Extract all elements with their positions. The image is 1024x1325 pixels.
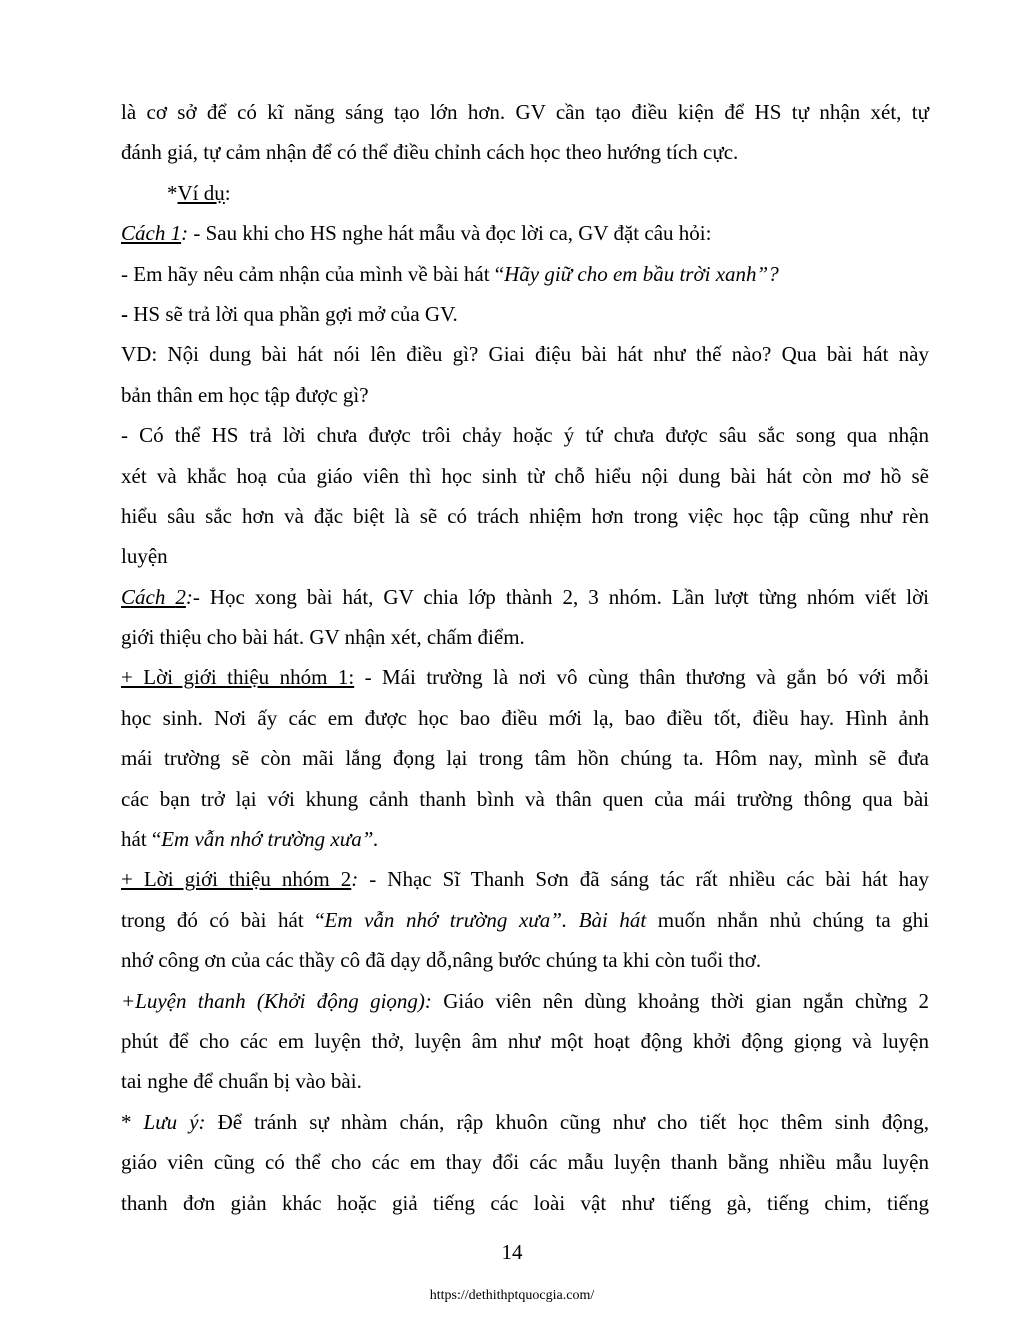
song-title: Em vẫn nhớ trường xưa”. (161, 827, 379, 852)
text-line-25: tai nghe để chuẩn bị vào bài. (121, 1069, 362, 1094)
method-1-label: Cách 1 (121, 221, 182, 246)
answer-line: - HS sẽ trả lời qua phần gợi mở của GV. (121, 301, 458, 326)
text-line-16: học sinh. Nơi ấy các em được học bao điều mới lạ, bao điều tốt, điều hay. Hình ảnh (121, 705, 929, 730)
text-line-22: nhớ công ơn của các thầy cô đã dạy dỗ,nâng bước chúng ta khi còn tuổi thơ. (121, 948, 762, 973)
note-line: * Lưu ý: Để tránh sự nhàm chán, rập khuôn cũng như cho tiết học thêm sinh động, (121, 1109, 930, 1134)
group-1-label: + Lời giới thiệu nhóm 1: (121, 665, 355, 690)
warmup-line: +Luyện thanh (Khởi động giọng): Giáo viên nên dùng khoảng thời gian ngắn chừng 2 (121, 988, 929, 1013)
note-label: Lưu ý: (143, 1109, 206, 1134)
text-line-1: là cơ sở để có kĩ năng sáng tạo lớn hơn. GV cần tạo điều kiện để HS tự nhận xét, tự (121, 100, 929, 124)
method-2-line: Cách 2:- Học xong bài hát, GV chia lớp thành 2, 3 nhóm. Lần lượt từng nhóm viết lời (121, 584, 930, 609)
text-line-7: VD: Nội dung bài hát nói lên điều gì? Giai điệu bài hát như thế nào? Qua bài hát này (121, 342, 929, 367)
text-line-17: mái trường sẽ còn mãi lắng đọng lại trong tâm hồn chúng ta. Hôm nay, mình sẽ đưa (121, 746, 929, 771)
song-title: Hãy giữ cho em bầu trời xanh”? (504, 261, 779, 286)
text-line-8: bản thân em học tập được gì? (121, 382, 369, 407)
text-line-28: thanh đơn giản khác hoặc giả tiếng các loài vật như tiếng gà, tiếng chim, tiếng (121, 1190, 929, 1215)
song-title: Em vẫn nhớ trường xưa”. Bài hát (324, 907, 647, 932)
text-line-10: xét và khắc hoạ của giáo viên thì học sinh từ chỗ hiểu nội dung bài hát còn mơ hồ sẽ (121, 463, 929, 488)
text-line-19: hát “Em vẫn nhớ trường xưa”. (121, 827, 379, 852)
example-heading: *Ví dụ: (167, 180, 231, 205)
text-line-11: hiểu sâu sắc hơn và đặc biệt là sẽ có trách nhiệm hơn trong việc học tập cũng như rèn (121, 503, 929, 528)
text-line-27: giáo viên cũng có thể cho các em thay đổi các mẫu luyện thanh bằng nhiều mẫu luyện (121, 1150, 929, 1175)
text-line-21: trong đó có bài hát “Em vẫn nhớ trường xưa”. Bài hát muốn nhắn nhủ chúng ta ghi (121, 907, 930, 932)
text-line-18: các bạn trở lại với khung cảnh thanh bình và thân quen của mái trường thông qua bài (121, 786, 929, 811)
body-text (121, 92, 929, 1223)
group-2-label: + Lời giới thiệu nhóm 2 (121, 867, 352, 892)
group-1-intro-line: + Lời giới thiệu nhóm 1: - Mái trường là nơi vô cùng thân thương và gắn bó với mỗi (121, 665, 930, 690)
method-2-label: Cách 2 (121, 584, 186, 609)
method-1-line: Cách 1: - Sau khi cho HS nghe hát mẫu và đọc lời ca, GV đặt câu hỏi: (121, 221, 712, 246)
text-line-24: phút để cho các em luyện thở, luyện âm như một hoạt động khởi động giọng và luyện (121, 1028, 929, 1053)
question-line: - Em hãy nêu cảm nhận của mình về bài hát “Hãy giữ cho em bầu trời xanh”? (121, 261, 779, 286)
text-line-14: giới thiệu cho bài hát. GV nhận xét, chấm điểm. (121, 625, 525, 650)
text-line-2: đánh giá, tự cảm nhận để có thể điều chỉnh cách học theo hướng tích cực. (121, 140, 739, 165)
text-line-12: luyện (121, 544, 168, 569)
group-2-intro-line: + Lời giới thiệu nhóm 2: - Nhạc Sĩ Thanh Sơn đã sáng tác rất nhiều các bài hát hay (121, 867, 929, 892)
page-number: 14 (501, 1240, 523, 1264)
text-line-9: - Có thể HS trả lời chưa được trôi chảy hoặc ý tứ chưa được sâu sắc song qua nhận (121, 423, 929, 448)
footer-url: https://dethithptquocgia.com/ (429, 1288, 595, 1303)
warmup-label: +Luyện thanh (Khởi động giọng): (121, 988, 432, 1013)
